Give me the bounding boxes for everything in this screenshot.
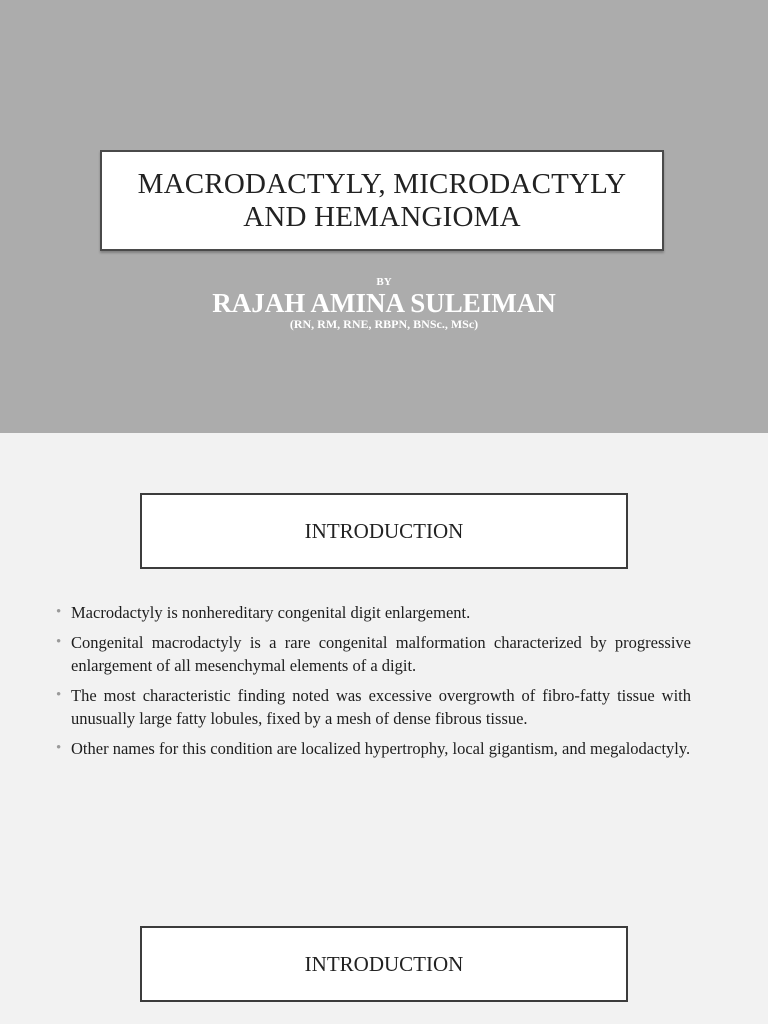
bullet-text: Other names for this condition are localized hypertrophy, local gigantism, and megalodactyly. [71,739,691,758]
bullet-icon: • [56,634,62,650]
bullet-text: Congenital macrodactyly is a rare congenital malformation characterized by progressive enlargement of all mesenchymal elements of a digit. [71,633,691,675]
next-slide-heading: INTRODUCTION [304,951,464,976]
list-item [56,684,691,730]
bullet-icon: • [56,740,62,756]
list-item [56,737,691,760]
bullet-icon: • [56,604,62,620]
next-slide-heading-box [140,926,628,1002]
introduction-heading-box [140,493,628,569]
bullet-text: The most characteristic finding noted was excessive overgrowth of fibro-fatty tissue with unusually large fatty lobules, fixed by a mesh of dense fibrous tissue. [71,686,691,728]
list-item [56,631,691,677]
title-line-1: MACRODACTYLY, MICRODACTYLY [137,167,627,200]
bullet-text: Macrodactyly is nonhereditary congenital digit enlargement. [71,603,471,622]
title-line-2: AND HEMANGIOMA [243,200,521,233]
introduction-heading: INTRODUCTION [304,518,464,543]
list-item [56,601,691,624]
author-name: RAJAH AMINA SULEIMAN [212,288,556,318]
by-label: BY [376,276,392,288]
bullet-list [56,601,691,767]
bullet-icon: • [56,687,62,703]
author-credentials: (RN, RM, RNE, RBPN, BNSc., MSc) [289,317,479,331]
title-box [100,150,664,251]
title-slide [0,0,768,433]
introduction-slide [0,433,768,1024]
